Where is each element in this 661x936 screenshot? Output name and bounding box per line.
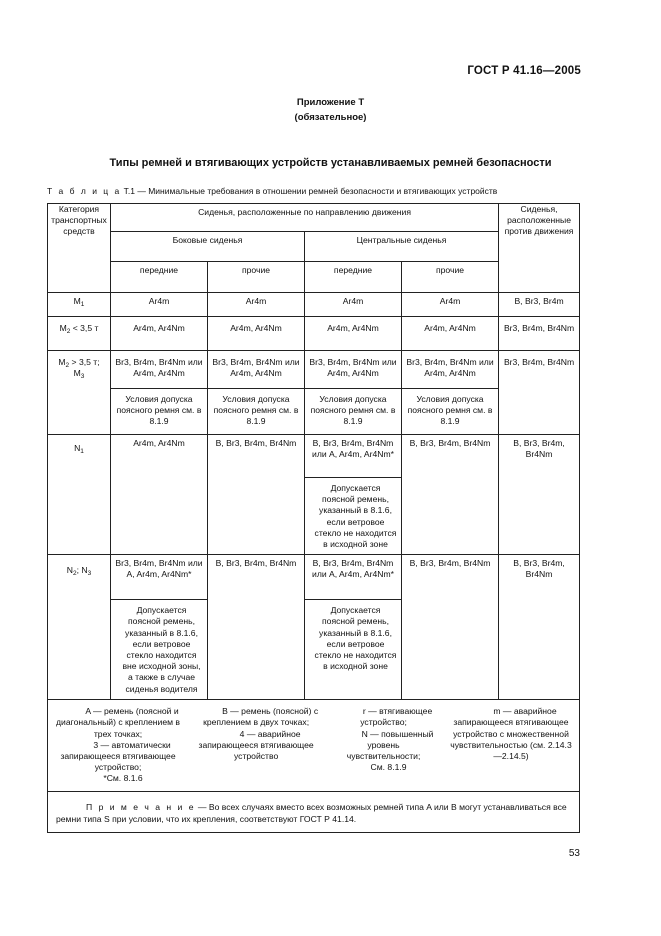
legend-item-m: m — аварийное запирающееся втягивающее устройство с множественной чувствительностью (см. 2.14.3—2.14.5) xyxy=(450,706,572,762)
header-center-other: прочие xyxy=(402,262,499,293)
cell-n23-center-front: B, Br3, Br4m, Br4Nm или A, Ar4m, Ar4Nm* xyxy=(305,555,402,600)
table-row-n1 xyxy=(48,435,580,478)
header-category: Категория транспортных средств xyxy=(48,204,111,293)
cell-m2-center-front: Ar4m, Ar4Nm xyxy=(305,317,402,351)
cell-m1-center-front: Ar4m xyxy=(305,293,402,317)
table-row-m2-m3 xyxy=(48,351,580,389)
annex-heading xyxy=(0,95,661,125)
legend-item-r: r — втягивающее устройство; xyxy=(360,706,433,728)
annex-title: Приложение Т xyxy=(296,97,365,108)
header-row-1 xyxy=(48,204,580,232)
table-caption-label: Т а б л и ц а xyxy=(47,186,122,196)
cell-n1-side-other: B, Br3, Br4m, Br4Nm xyxy=(208,435,305,555)
header-center-front: передние xyxy=(305,262,402,293)
note-row xyxy=(48,791,580,832)
cell-n23-side-front: Br3, Br4m, Br4Nm или A, Ar4m, Ar4Nm* xyxy=(111,555,208,600)
category-m1: $M_1$ xyxy=(48,293,111,317)
legend-item-b: B — ремень (поясной) с креплением в двух точках; xyxy=(203,706,319,728)
cell-m1-rear: B, Br3, Br4m xyxy=(499,293,580,317)
legend-table xyxy=(48,700,579,790)
category-n2-n3: $N_2$; $N_3$ xyxy=(48,555,111,700)
legend-row xyxy=(48,700,580,791)
cell-m2-rear: Br3, Br4m, Br4Nm xyxy=(499,317,580,351)
cell-m1-center-other: Ar4m xyxy=(402,293,499,317)
cell-m3-center-other: Br3, Br4m, Br4Nm или Ar4m, Ar4Nm xyxy=(402,351,499,389)
cell-m2-side-front: Ar4m, Ar4Nm xyxy=(111,317,208,351)
header-rear-facing-seats: Сиденья, расположенные против движения xyxy=(499,204,580,293)
cell-m3-center-front: Br3, Br4m, Br4Nm или Ar4m, Ar4Nm xyxy=(305,351,402,389)
legend-item-ref: См. 8.1.9 xyxy=(370,762,407,773)
cell-m3-condition-4: Условия допуска поясного ремня см. в 8.1.9 xyxy=(402,389,499,435)
legend-col-1 xyxy=(48,700,186,790)
legend-col-4 xyxy=(441,700,579,790)
header-center-seats: Центральные сиденья xyxy=(305,232,499,262)
cell-n1-center-note: Допускается поясной ремень, указанный в 8.1.6, если ветровое стекло не находится в исходной зоне xyxy=(305,478,402,555)
header-side-other: прочие xyxy=(208,262,305,293)
cell-m3-condition-2: Условия допуска поясного ремня см. в 8.1.9 xyxy=(208,389,305,435)
table-caption xyxy=(47,186,607,196)
table-row-m2 xyxy=(48,317,580,351)
category-m2-heavy-m3: $M_2 > 3,5$ т; $M_3$ xyxy=(48,351,111,435)
cell-m3-side-other: Br3, Br4m, Br4Nm или Ar4m, Ar4Nm xyxy=(208,351,305,389)
cell-n23-center-other: B, Br3, Br4m, Br4Nm xyxy=(402,555,499,700)
legend-item-4: 4 — аварийное запирающееся втягивающее устройство xyxy=(198,728,314,762)
cell-m2-side-other: Ar4m, Ar4Nm xyxy=(208,317,305,351)
legend-item-a: A — ремень (поясной и диагональный) с креплением в трех точках; xyxy=(56,706,180,739)
legend-col-2 xyxy=(186,700,324,790)
legend-item-3: 3 — автоматически запирающееся втягивающее устройство; xyxy=(60,739,176,773)
cell-m1-side-other: Ar4m xyxy=(208,293,305,317)
category-n1: $N_1$ xyxy=(48,435,111,555)
table-note xyxy=(48,791,580,832)
table-caption-text: — Минимальные требования в отношении ремней безопасности и втягивающих устройств xyxy=(134,186,498,196)
legend-item-n: N — повышенный уровень чувствительности; xyxy=(346,728,434,762)
header-side-seats: Боковые сиденья xyxy=(111,232,305,262)
cell-n23-side-other: B, Br3, Br4m, Br4Nm xyxy=(208,555,305,700)
section-title: Типы ремней и втягивающих устройств устанавливаемых ремней безопасности xyxy=(109,157,552,169)
cell-m1-side-front: Ar4m xyxy=(111,293,208,317)
cell-m3-condition-1: Условия допуска поясного ремня см. в 8.1.9 xyxy=(111,389,208,435)
cell-n1-center-other: B, Br3, Br4m, Br4Nm xyxy=(402,435,499,555)
table-row-m1 xyxy=(48,293,580,317)
cell-n23-rear: B, Br3, Br4m, Br4Nm xyxy=(499,555,580,700)
document-standard-header: ГОСТ Р 41.16—2005 xyxy=(467,65,581,77)
legend-item-asterisk: *См. 8.1.6 xyxy=(103,773,143,784)
cell-m3-rear: Br3, Br4m, Br4Nm xyxy=(499,351,580,435)
note-label: П р и м е ч а н и е xyxy=(86,801,196,812)
cell-n1-center-front: B, Br3, Br4m, Br4Nm или A, Ar4m, Ar4Nm* xyxy=(305,435,402,478)
requirements-table xyxy=(47,203,580,833)
note-text: — Во всех случаях вместо всех возможных ремней типа A или B могут устанавливаться все ремни типа S при условии, что их крепления, соответствуют ГОСТ Р 41.14. xyxy=(56,801,567,824)
annex-status: (обязательное) xyxy=(294,112,367,123)
cell-n1-rear: B, Br3, Br4m, Br4Nm xyxy=(499,435,580,555)
header-forward-seats: Сиденья, расположенные по направлению движения xyxy=(111,204,499,232)
table-row-n2-n3 xyxy=(48,555,580,600)
cell-m3-condition-3: Условия допуска поясного ремня см. в 8.1.9 xyxy=(305,389,402,435)
legend-col-3 xyxy=(324,700,441,790)
table-caption-number: Т.1 xyxy=(123,186,135,196)
header-side-front: передние xyxy=(111,262,208,293)
cell-m2-center-other: Ar4m, Ar4Nm xyxy=(402,317,499,351)
cell-n1-side-front: Ar4m, Ar4Nm xyxy=(111,435,208,555)
legend-cell xyxy=(48,700,580,791)
cell-n23-side-note: Допускается поясной ремень, указанный в 8.1.6, если ветровое стекло находится вне исходной зоны, а также в случае сиденья водителя xyxy=(111,600,208,700)
page-number: 53 xyxy=(568,848,580,859)
category-m2-light: $M_2 < 3,5$ т xyxy=(48,317,111,351)
cell-n23-center-note: Допускается поясной ремень, указанный в 8.1.6, если ветровое стекло не находится в исходной зоне xyxy=(305,600,402,700)
cell-m3-side-front: Br3, Br4m, Br4Nm или Ar4m, Ar4Nm xyxy=(111,351,208,389)
